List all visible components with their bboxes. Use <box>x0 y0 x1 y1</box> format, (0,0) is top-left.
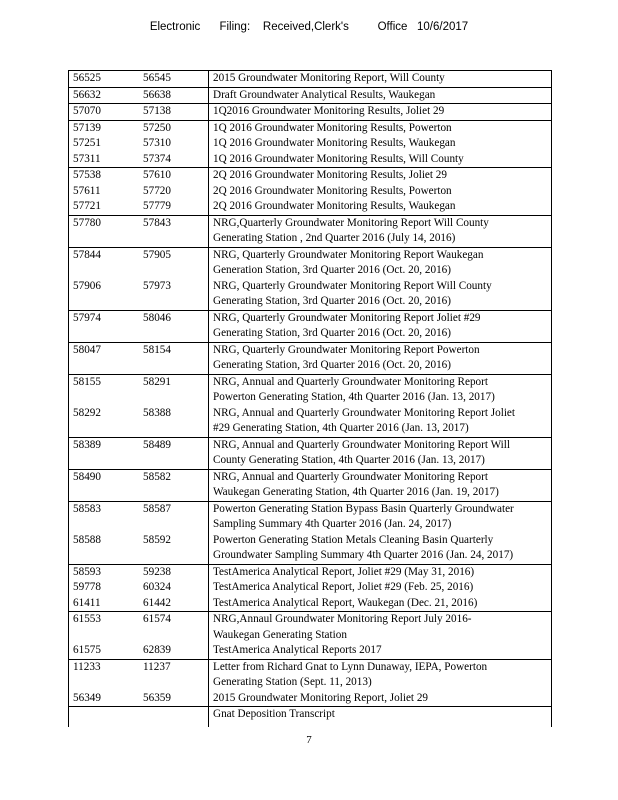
bates-start: 58155 <box>73 375 101 388</box>
document-description <box>209 502 551 533</box>
description-line: Draft Groundwater Analytical Results, Waukegan <box>213 88 436 101</box>
document-description <box>209 470 551 501</box>
bates-end: 58592 <box>143 533 209 564</box>
description-line: Gnat Deposition Transcript <box>213 708 335 720</box>
bates-end: 57905 <box>143 248 209 279</box>
bates-end: 56638 <box>143 88 209 104</box>
description-line: NRG, Quarterly Groundwater Monitoring Report Powerton <box>213 343 480 356</box>
description-line: Generating Station, 3rd Quarter 2016 (Oct. 20, 2016) <box>213 295 451 307</box>
description-line: Generation Station, 3rd Quarter 2016 (Oct. 20, 2016) <box>213 264 451 276</box>
bates-start: 58490 <box>73 470 101 483</box>
document-description <box>209 565 551 581</box>
table-row <box>69 343 551 375</box>
bates-end: 56545 <box>143 71 209 87</box>
bates-start <box>69 707 143 727</box>
bates-end: 58489 <box>143 438 209 469</box>
document-description <box>209 199 551 215</box>
description-line: NRG, Annual and Quarterly Groundwater Monitoring Report Joliet <box>213 406 516 419</box>
description-line: Groundwater Sampling Summary 4th Quarter 2016 (Jan. 24, 2017) <box>213 549 514 561</box>
description-line: Waukegan Generating Station, 4th Quarter 2016 (Jan. 19, 2017) <box>213 486 499 498</box>
page-number: 7 <box>306 734 312 746</box>
bates-start: 61575 <box>73 644 101 656</box>
table-row <box>69 580 551 596</box>
bates-end: 57973 <box>143 279 209 310</box>
bates-end: 58388 <box>143 406 209 437</box>
bates-start: 56349 <box>73 691 101 704</box>
description-line: 2Q 2016 Groundwater Monitoring Results, Waukegan <box>213 200 456 212</box>
description-line: Waukegan Generating Station <box>213 628 347 641</box>
bates-start: 57251 <box>73 137 101 149</box>
description-line: NRG, Annual and Quarterly Groundwater Monitoring Report <box>213 470 488 483</box>
description-line: TestAmerica Analytical Reports 2017 <box>213 644 382 656</box>
bates-start: 57070 <box>73 105 101 117</box>
description-line: TestAmerica Analytical Report, Joliet #29 (May 31, 2016) <box>213 565 475 578</box>
description-line: NRG, Quarterly Groundwater Monitoring Report Waukegan <box>213 248 484 261</box>
description-line: County Generating Station, 4th Quarter 2016 (Jan. 13, 2017) <box>213 454 485 466</box>
table-row <box>69 596 551 613</box>
bates-end: 56359 <box>143 691 209 707</box>
description-line: NRG,Annaul Groundwater Monitoring Report July 2016- <box>213 613 472 625</box>
document-description <box>209 88 551 104</box>
document-description <box>209 691 551 707</box>
bates-start: 58583 <box>73 502 101 515</box>
document-description <box>209 152 551 168</box>
table-row <box>69 104 551 121</box>
bates-end: 58582 <box>143 470 209 501</box>
bates-end <box>143 707 209 727</box>
document-description <box>209 596 551 612</box>
bates-end: 57843 <box>143 216 209 247</box>
table-row <box>69 707 551 727</box>
description-line: 2015 Groundwater Monitoring Report, Joliet 29 <box>213 691 429 704</box>
table-row <box>69 565 551 581</box>
exhibit-table <box>68 70 552 727</box>
bates-end: 62839 <box>143 643 209 659</box>
document-description <box>209 279 551 310</box>
table-row <box>69 375 551 406</box>
table-row <box>69 691 551 708</box>
description-line: 1Q 2016 Groundwater Monitoring Results, Waukegan <box>213 137 456 149</box>
table-row <box>69 136 551 152</box>
bates-start: 59778 <box>73 581 101 593</box>
description-line: Generating Station, 3rd Quarter 2016 (Oct. 20, 2016) <box>213 359 451 371</box>
bates-end: 58154 <box>143 343 209 374</box>
bates-start: 61553 <box>73 613 101 625</box>
description-line: TestAmerica Analytical Report, Waukegan (Dec. 21, 2016) <box>213 596 478 609</box>
document-description <box>209 71 551 87</box>
document-description <box>209 343 551 374</box>
table-row <box>69 533 551 565</box>
description-line: Powerton Generating Station, 4th Quarter 2016 (Jan. 13, 2017) <box>213 391 495 403</box>
bates-start: 57721 <box>73 200 101 212</box>
description-line: 1Q 2016 Groundwater Monitoring Results, Will County <box>213 152 464 165</box>
description-line: 2Q 2016 Groundwater Monitoring Results, Powerton <box>213 184 452 197</box>
bates-start: 57611 <box>73 184 101 197</box>
document-description <box>209 375 551 406</box>
description-line: NRG, Quarterly Groundwater Monitoring Report Joliet #29 <box>213 311 481 324</box>
bates-end: 57779 <box>143 199 209 215</box>
table-row <box>69 71 551 88</box>
description-line: 2015 Groundwater Monitoring Report, Will County <box>213 72 445 84</box>
description-line: #29 Generating Station, 4th Quarter 2016 (Jan. 13, 2017) <box>213 422 469 434</box>
table-row <box>69 168 551 184</box>
description-line: NRG,Quarterly Groundwater Monitoring Report Will County <box>213 216 489 229</box>
table-row <box>69 216 551 248</box>
bates-start: 11233 <box>73 660 101 673</box>
description-line: NRG, Annual and Quarterly Groundwater Monitoring Report Will <box>213 438 511 451</box>
table-row <box>69 184 551 200</box>
bates-end: 57310 <box>143 136 209 152</box>
bates-start: 57844 <box>73 248 101 261</box>
bates-end: 57610 <box>143 168 209 184</box>
document-description <box>209 248 551 279</box>
description-line: 1Q2016 Groundwater Monitoring Results, Joliet 29 <box>213 105 445 117</box>
description-line: Generating Station, 3rd Quarter 2016 (Oct. 20, 2016) <box>213 327 451 339</box>
description-line: Sampling Summary 4th Quarter 2016 (Jan. 24, 2017) <box>213 518 452 530</box>
document-description <box>209 121 551 137</box>
bates-end: 61442 <box>143 596 209 612</box>
document-description <box>209 136 551 152</box>
document-description <box>209 438 551 469</box>
table-row <box>69 502 551 533</box>
table-row <box>69 279 551 311</box>
table-row <box>69 406 551 438</box>
description-line: Generating Station (Sept. 11, 2013) <box>213 676 372 688</box>
table-row <box>69 612 551 643</box>
filing-header: Electronic Filing: Received,Clerk's Office 10/6/2017 <box>149 21 469 33</box>
table-row <box>69 470 551 502</box>
bates-end: 57138 <box>143 104 209 120</box>
description-line: Powerton Generating Station Bypass Basin Quarterly Groundwater <box>213 502 514 515</box>
document-description <box>209 612 551 643</box>
bates-start: 57780 <box>73 216 101 229</box>
document-description <box>209 660 551 691</box>
description-line: TestAmerica Analytical Report, Joliet #29 (Feb. 25, 2016) <box>213 581 474 593</box>
bates-end: 57374 <box>143 152 209 168</box>
bates-start: 57311 <box>73 152 101 165</box>
bates-end: 58291 <box>143 375 209 406</box>
bates-start: 56525 <box>73 72 101 84</box>
document-description <box>209 311 551 342</box>
document-description <box>209 533 551 564</box>
bates-start: 61411 <box>73 596 101 609</box>
table-row <box>69 248 551 279</box>
description-line: Generating Station , 2nd Quarter 2016 (July 14, 2016) <box>213 232 456 244</box>
bates-start: 57139 <box>73 121 101 134</box>
table-row <box>69 643 551 660</box>
bates-end: 60324 <box>143 580 209 596</box>
bates-start: 57906 <box>73 279 101 292</box>
document-description <box>209 406 551 437</box>
document-description <box>209 216 551 247</box>
table-row <box>69 438 551 470</box>
table-row <box>69 121 551 137</box>
bates-start: 58588 <box>73 533 101 546</box>
bates-start: 56632 <box>73 88 101 101</box>
description-line: 1Q 2016 Groundwater Monitoring Results, Powerton <box>213 121 452 134</box>
table-row <box>69 311 551 343</box>
document-description <box>209 104 551 120</box>
document-description <box>209 707 551 727</box>
bates-end: 57250 <box>143 121 209 137</box>
description-line: Letter from Richard Gnat to Lynn Dunaway, IEPA, Powerton <box>213 660 488 673</box>
table-row <box>69 199 551 216</box>
description-line: 2Q 2016 Groundwater Monitoring Results, Joliet 29 <box>213 169 447 181</box>
description-line: Powerton Generating Station Metals Cleaning Basin Quarterly <box>213 533 494 546</box>
bates-end: 59238 <box>143 565 209 581</box>
bates-start: 57974 <box>73 311 101 324</box>
bates-start: 57538 <box>73 169 101 181</box>
document-description <box>209 168 551 184</box>
bates-start: 58593 <box>73 565 101 578</box>
bates-start: 58292 <box>73 406 101 419</box>
bates-end: 11237 <box>143 660 209 691</box>
document-description <box>209 580 551 596</box>
bates-end: 61574 <box>143 612 209 643</box>
description-line: NRG, Annual and Quarterly Groundwater Monitoring Report <box>213 375 488 388</box>
table-row <box>69 88 551 105</box>
document-description <box>209 643 551 659</box>
bates-start: 58047 <box>73 343 101 356</box>
bates-end: 57720 <box>143 184 209 200</box>
bates-end: 58046 <box>143 311 209 342</box>
description-line: NRG, Quarterly Groundwater Monitoring Report Will County <box>213 279 492 292</box>
bates-start: 58389 <box>73 438 101 451</box>
document-description <box>209 184 551 200</box>
bates-end: 58587 <box>143 502 209 533</box>
table-row <box>69 660 551 691</box>
table-row <box>69 152 551 169</box>
